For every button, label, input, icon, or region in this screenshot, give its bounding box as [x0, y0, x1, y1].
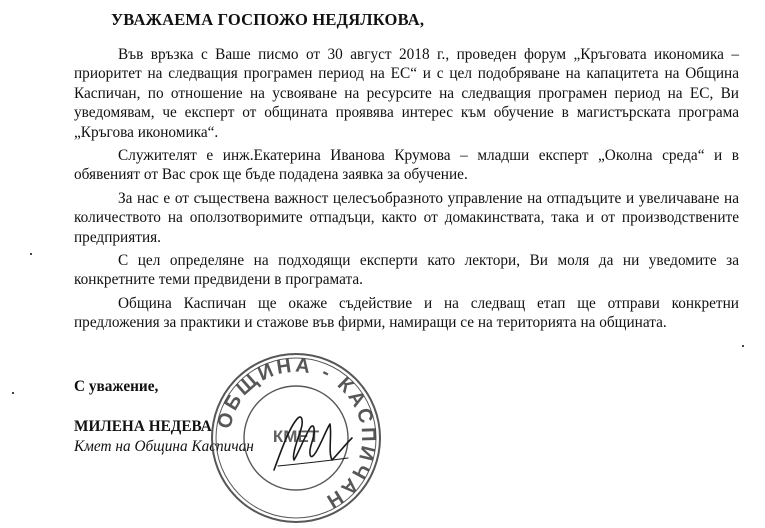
paragraph-4: С цел определяне на подходящи експерти като лектори, Ви моля да ни уведомите за конкретните теми предвидени в програмата. — [74, 252, 739, 289]
scan-speck — [742, 345, 744, 347]
svg-text:ОБЩИНА - КАСПИЧАН: ОБЩИНА - КАСПИЧАН — [213, 354, 380, 514]
closing: С уважение, — [74, 378, 159, 395]
paragraph-3: За нас е от съществена важност целесъобразното управление на отпадъците и увеличаване на количеството на оползотворимите отпадъци, както от домакинствата, така и от производствените предприятия. — [74, 189, 739, 246]
signer-title: Кмет на Община Каспичан — [74, 438, 254, 455]
salutation: УВАЖАЕМА ГОСПОЖО НЕДЯЛКОВА, — [111, 10, 425, 29]
paragraph-2: Служителят е инж.Екатерина Иванова Крумова – младши експерт „Околна среда“ и в обявеният от Вас срок ще бъде подадена заявка за обучение. — [74, 147, 739, 184]
letter-body — [74, 45, 739, 337]
paragraph-5: Община Каспичан ще окаже съдействие и на следващ етап ще отправи конкретни предложения за практики и стажове във фирми, намиращи се на територията на общината. — [74, 294, 739, 332]
signer-name: МИЛЕНА НЕДЕВА — [74, 418, 212, 435]
svg-text:КМЕТ: КМЕТ — [272, 427, 320, 446]
handwritten-signature — [268, 408, 358, 480]
scan-speck — [30, 253, 32, 255]
scan-speck — [12, 392, 14, 394]
paragraph-1: Във връзка с Ваше писмо от 30 август 2018 г., проведен форум „Кръговата икономика – приоритет на следващия програмен период на ЕС“ и с цел подобряване на капацитета на Община Каспичан, по отношение на усвояване на ресурсите на следващия програмен период на ЕС, Ви уведомявам, че експерт от общината проявява интерес към обучение в магистърската програма „Кръгова икономика“. — [74, 46, 739, 141]
